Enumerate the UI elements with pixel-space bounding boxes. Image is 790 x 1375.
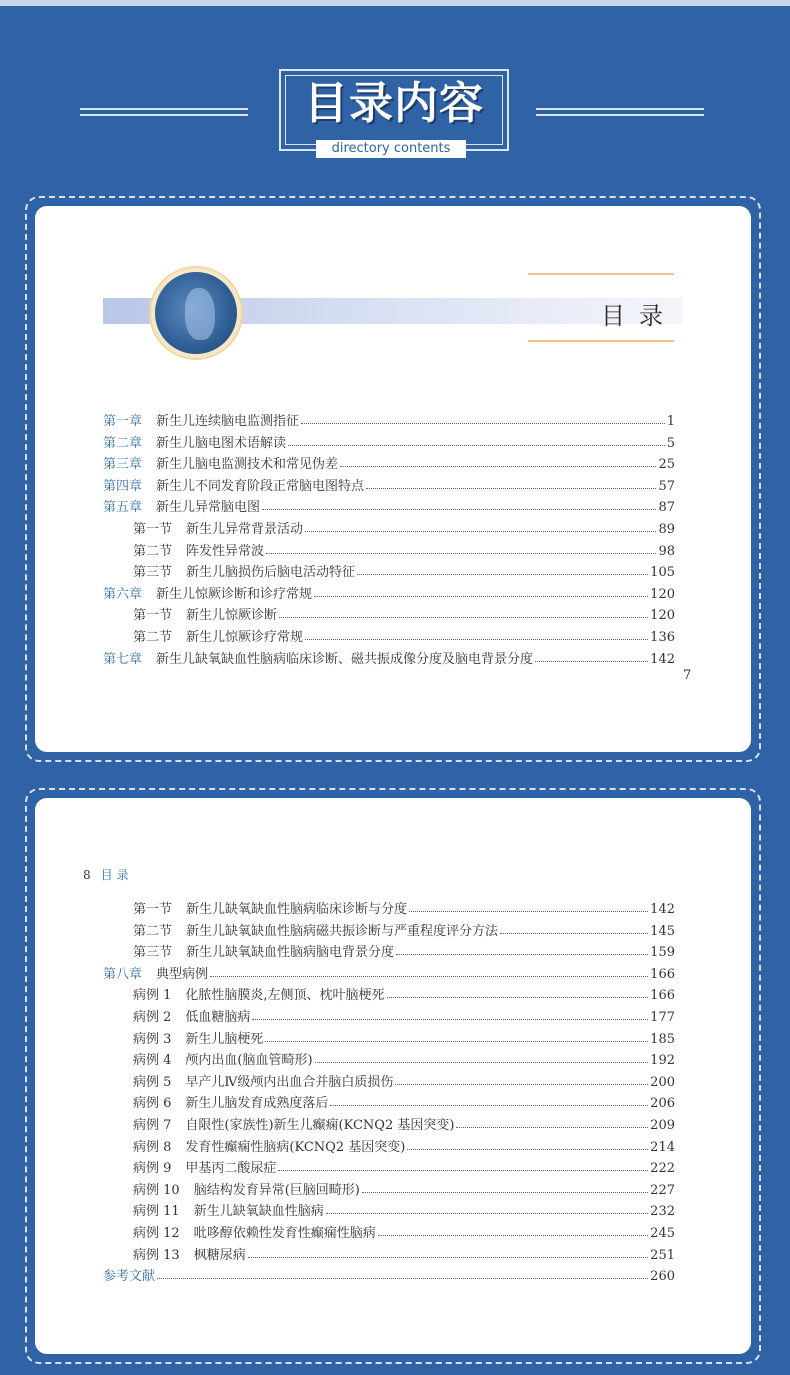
toc-entry-label: 第二章 [103,435,143,451]
toc-entry-page: 260 [650,1269,675,1285]
toc-leader-dots [362,1183,648,1193]
toc-leader-dots [210,967,648,977]
header-rule-left [80,108,248,116]
toc-entry-label: 病例 5 [133,1074,172,1090]
toc-entry-page: 206 [650,1096,675,1112]
toc-leader-dots [262,500,656,510]
toc-entry-title: 新生儿缺氧缺血性脑病临床诊断、磁共振成像分度及脑电背景分度 [156,651,534,667]
toc-entry-title: 新生儿缺氧缺血性脑病 [193,1204,324,1220]
toc-leader-dots [340,457,656,467]
toc-entry-page: 89 [658,522,675,537]
toc-entry-label: 第五章 [103,500,143,516]
toc-entry-page: 142 [650,651,675,667]
toc-entry-label: 第二节 [133,630,173,645]
toc-page-card-2 [25,788,761,1364]
toc-leader-dots [157,1269,648,1279]
toc-entry-title: 新生儿脑梗死 [185,1031,264,1047]
toc-leader-dots [279,608,648,618]
toc-entry-page: 105 [650,565,675,581]
toc-entry-label: 病例 8 [133,1139,172,1155]
toc-entry-page: 166 [650,966,675,982]
toc-leader-dots [407,1140,648,1150]
toc-entry-label: 第二节 [133,923,173,939]
toc-entry[interactable] [133,540,675,558]
toc-entry[interactable] [133,984,675,1002]
toc-entry-label: 第七章 [103,651,143,667]
toc-heading: 目录 [601,302,677,330]
toc-entry-title: 化脓性脑膜炎,左侧顶、枕叶脑梗死 [185,988,385,1004]
toc-page-1 [35,206,751,752]
toc-entry-title: 早产儿Ⅳ级颅内出血合并脑白质损伤 [185,1074,394,1090]
toc-entry[interactable] [103,475,675,493]
toc-entry-page: 145 [650,923,675,939]
toc-entry-label: 病例 1 [133,988,172,1004]
toc-leader-dots [535,652,648,662]
toc-entry-page: 251 [650,1247,675,1263]
toc-entry-label: 第八章 [103,966,143,982]
toc-entry-label: 第三节 [133,945,173,961]
toc-entry-title: 新生儿异常脑电图 [156,500,261,516]
toc-entry[interactable] [103,496,675,514]
toc-entry-page: 185 [650,1031,675,1047]
toc-entry-title: 新生儿缺氧缺血性脑病脑电背景分度 [186,945,395,961]
toc-entry-page: 166 [650,988,675,1004]
running-head-title: 目 录 [100,868,129,882]
toc-page-2 [35,798,751,1354]
toc-entry-label: 第一节 [133,522,173,537]
toc-entry-title: 新生儿脑发育成熟度落后 [185,1096,329,1112]
toc-entry-title: 阵发性异常波 [186,543,265,559]
toc-entry-title: 新生儿脑电图术语解读 [156,435,287,451]
toc-entry-title: 新生儿缺氧缺血性脑病磁共振诊断与严重程度评分方法 [186,923,499,939]
toc-entry-page: 136 [650,630,675,645]
toc-entry-label: 第六章 [103,586,143,602]
toc-entry[interactable] [133,1136,675,1154]
header-title: 目录内容 [304,78,484,129]
toc-entry-label: 第一节 [133,608,173,624]
toc-leader-dots [330,1096,648,1106]
toc-entry-title: 脑结构发育异常(巨脑回畸形) [193,1182,360,1198]
toc-entry-page: 87 [658,500,675,516]
toc-entry-page: 120 [650,608,675,624]
toc-entry[interactable] [133,1006,675,1024]
top-strip [0,0,790,6]
toc-leader-dots [456,1118,648,1128]
toc-leader-dots [395,1075,648,1085]
toc-entry-label: 病例 10 [133,1182,180,1198]
toc-entry[interactable] [103,1265,675,1283]
toc-leader-dots [278,1161,648,1171]
toc-entry-label: 病例 11 [133,1204,180,1220]
toc-entry-label: 病例 2 [133,1010,172,1025]
toc-entry[interactable] [103,410,675,428]
toc-entry-page: 200 [650,1074,675,1090]
toc-entry[interactable] [103,963,675,981]
header-rule-right [536,108,704,116]
toc-leader-dots [396,945,648,955]
toc-entry-label: 病例 6 [133,1096,172,1112]
toc-entry-page: 5 [666,435,675,451]
toc-leader-dots [301,414,665,424]
toc-entry-title: 新生儿惊厥诊疗常规 [186,630,304,645]
toc-entry-label: 第三节 [133,565,173,581]
toc-entry[interactable] [133,1028,675,1046]
banner-rule-bottom [528,340,674,342]
toc-entry-title: 典型病例 [156,966,209,982]
toc-leader-dots [305,522,656,532]
head-silhouette-icon [185,288,215,340]
toc-entry-label: 病例 3 [133,1031,172,1047]
toc-entry-page: 209 [650,1118,675,1133]
toc-entry-title: 新生儿不同发育阶段正常脑电图特点 [156,478,365,494]
toc-entry-page: 227 [650,1182,675,1198]
toc-entry-page: 57 [658,478,675,494]
toc-leader-dots [378,1226,648,1236]
toc-entry[interactable] [133,1200,675,1218]
toc-entry-page: 159 [650,945,675,961]
toc-entry[interactable] [133,1071,675,1089]
toc-entry[interactable] [133,1092,675,1110]
toc-leader-dots [265,1032,648,1042]
toc-leader-dots [248,1248,648,1258]
toc-entry-title: 新生儿脑电监测技术和常见伪差 [156,457,339,473]
toc-leader-dots [409,902,648,912]
toc-entry-title: 新生儿连续脑电监测指征 [156,414,300,429]
toc-entry-label: 病例 12 [133,1226,180,1241]
page-number: 8 [83,868,91,882]
toc-entry-label: 参考文献 [103,1269,156,1285]
toc-entry-label: 第一章 [103,414,143,429]
toc-entry[interactable] [133,604,675,622]
toc-entry[interactable] [103,432,675,450]
toc-entry-title: 枫糖尿病 [193,1247,246,1263]
toc-leader-dots [252,1010,648,1020]
toc-leader-dots [387,988,649,998]
running-head [83,866,128,883]
toc-entry-page: 142 [650,902,675,917]
toc-entry-page: 245 [650,1226,675,1241]
toc-leader-dots [326,1204,648,1214]
header-subtitle: directory contents [316,140,466,158]
toc-entry[interactable] [103,453,675,471]
toc-entry[interactable] [133,1244,675,1262]
toc-leader-dots [315,1053,649,1063]
toc-entry-page: 25 [658,457,675,473]
toc-entry-label: 病例 9 [133,1161,172,1177]
toc-entry[interactable] [133,941,675,959]
toc-entry[interactable] [103,648,675,666]
toc-leader-dots [305,630,648,640]
toc-entry-title: 颅内出血(脑血管畸形) [185,1053,313,1069]
toc-entry-page: 98 [658,543,675,559]
toc-leader-dots [500,924,648,934]
toc-entry-page: 232 [650,1204,675,1220]
toc-entry[interactable] [103,583,675,601]
toc-entry-title: 自限性(家族性)新生儿癫痫(KCNQ2 基因突变) [185,1118,455,1133]
toc-leader-dots [314,587,648,597]
toc-entry-label: 第四章 [103,478,143,494]
toc-entry[interactable] [133,1114,675,1132]
toc-entry-page: 192 [650,1053,675,1069]
page-number: 7 [683,668,692,683]
toc-entry-title: 新生儿脑损伤后脑电活动特征 [186,565,356,581]
toc-entry-page: 222 [650,1161,675,1177]
toc-entry-page: 177 [650,1010,675,1025]
toc-entry-title: 吡哆醇依赖性发育性癫痫性脑病 [193,1226,376,1241]
toc-page-card-1 [25,196,761,762]
toc-entry-label: 第二节 [133,543,173,559]
toc-entry-label: 第三章 [103,457,143,473]
toc-entry[interactable] [133,1179,675,1197]
toc-leader-dots [266,544,656,554]
toc-entry-page: 1 [666,414,675,429]
toc-entry[interactable] [133,1157,675,1175]
toc-entry-label: 病例 13 [133,1247,180,1263]
toc-leader-dots [357,565,648,575]
toc-entry-label: 第一节 [133,902,173,917]
toc-entry[interactable] [133,626,675,644]
toc-entry-title: 新生儿缺氧缺血性脑病临床诊断与分度 [186,902,408,917]
toc-entry-label: 病例 7 [133,1118,172,1133]
toc-entry-page: 120 [650,586,675,602]
toc-entry[interactable] [133,1222,675,1240]
toc-entry-title: 新生儿惊厥诊断 [186,608,278,624]
banner-rule-top [528,273,674,275]
toc-entry-title: 新生儿惊厥诊断和诊疗常规 [156,586,313,602]
toc-leader-dots [288,436,665,446]
toc-leader-dots [366,479,656,489]
toc-entry[interactable] [133,898,675,916]
toc-entry[interactable] [133,1049,675,1067]
toc-entry-page: 214 [650,1139,675,1155]
toc-entry-label: 病例 4 [133,1053,172,1069]
toc-entry[interactable] [133,920,675,938]
toc-entry-title: 发育性癫痫性脑病(KCNQ2 基因突变) [185,1139,406,1155]
toc-entry-title: 新生儿异常背景活动 [186,522,304,537]
toc-entry-title: 甲基丙二酸尿症 [185,1161,277,1177]
toc-entry[interactable] [133,561,675,579]
toc-entry-title: 低血糖脑病 [185,1010,251,1025]
toc-entry[interactable] [133,518,675,536]
